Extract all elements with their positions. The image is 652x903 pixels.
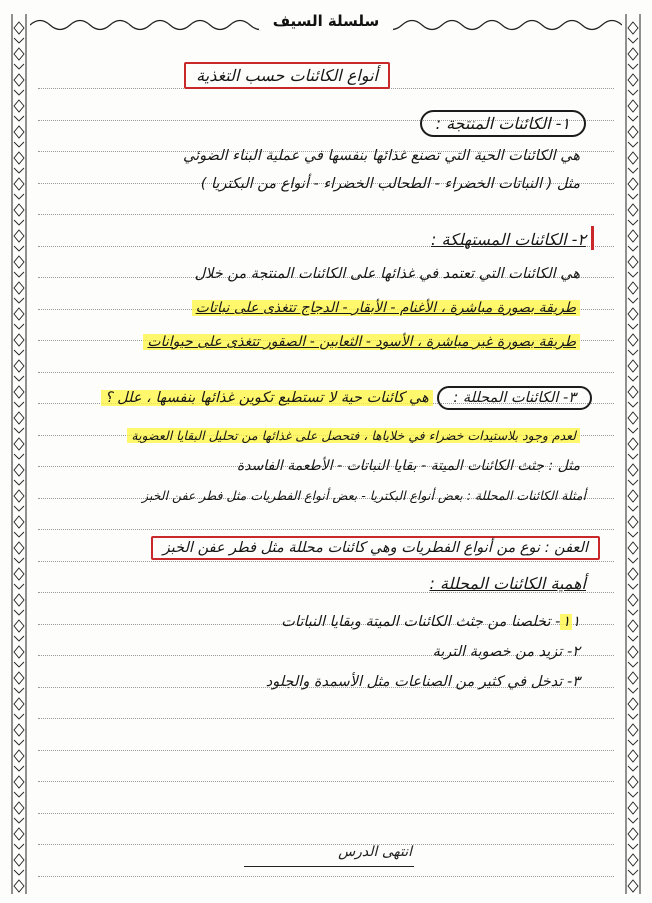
border-chevron (628, 64, 638, 69)
border-chevron (14, 168, 24, 173)
signature-underline (244, 866, 414, 867)
ruled-line (38, 813, 614, 814)
border-diamond (14, 776, 24, 788)
border-chevron (14, 844, 24, 849)
border-diamond (628, 48, 638, 60)
border-diamond (14, 464, 24, 476)
border-diamond (14, 74, 24, 86)
decomposers-definition-line (101, 390, 592, 406)
consumers-heading: ٢- الكائنات المستهلكة : (430, 230, 586, 249)
border-chevron (14, 532, 24, 537)
border-diamond (628, 22, 638, 34)
border-diamond (14, 724, 24, 736)
border-diamond (14, 542, 24, 554)
border-chevron (628, 480, 638, 485)
border-chevron (628, 584, 638, 589)
border-diamond (628, 464, 638, 476)
border-diamond (14, 152, 24, 164)
border-chevron (628, 714, 638, 719)
border-chevron (628, 532, 638, 537)
border-diamond (14, 620, 24, 632)
border-chevron (14, 714, 24, 719)
border-diamond (14, 100, 24, 112)
border-chevron (628, 298, 638, 303)
ruled-line (38, 718, 614, 719)
border-chevron (628, 246, 638, 251)
border-chevron (14, 506, 24, 511)
border-diamond (628, 750, 638, 762)
border-diamond (14, 568, 24, 580)
series-header (0, 12, 652, 30)
border-diamond (14, 672, 24, 684)
border-chevron (14, 116, 24, 121)
producers-definition: هي الكائنات الحية التي تصنع غذائها بنفسها في عملية البناء الضوئي (183, 148, 580, 164)
border-diamond (14, 360, 24, 372)
border-diamond (628, 360, 638, 372)
border-diamond (628, 490, 638, 502)
border-diamond (628, 724, 638, 736)
border-chevron (14, 584, 24, 589)
series-title: سلسلة السيف (259, 12, 394, 30)
border-diamond (14, 594, 24, 606)
border-chevron (14, 428, 24, 433)
mold-definition (151, 540, 600, 556)
border-diamond (628, 854, 638, 866)
border-chevron (14, 610, 24, 615)
border-diamond (14, 698, 24, 710)
ruled-line (38, 844, 614, 845)
ruled-line (38, 750, 614, 751)
border-diamond (628, 178, 638, 190)
border-chevron (628, 766, 638, 771)
ruled-line (38, 781, 614, 782)
border-chevron (14, 246, 24, 251)
ruled-line (38, 214, 614, 215)
border-diamond (14, 412, 24, 424)
border-diamond (14, 750, 24, 762)
border-diamond (628, 126, 638, 138)
border-diamond (628, 100, 638, 112)
border-diamond (628, 74, 638, 86)
border-chevron (628, 506, 638, 511)
border-diamond (14, 256, 24, 268)
decomposers-definition: هي كائنات حية لا تستطيع تكوين غذائها بنفسها ، علل ؟ (101, 390, 433, 406)
border-diamond (14, 828, 24, 840)
ruled-line (38, 876, 614, 877)
border-diamond (628, 672, 638, 684)
border-diamond (628, 542, 638, 554)
decomposers-example: مثل : جثث الكائنات الميتة - بقايا النباتات - الأطعمة الفاسدة (236, 458, 580, 474)
consumers-direct: طريقة بصورة مباشرة ، الأغنام - الأبقار - الدجاج تتغذى على نباتات (192, 300, 580, 316)
border-diamond (14, 646, 24, 658)
border-diamond (628, 880, 638, 892)
border-chevron (628, 818, 638, 823)
border-diamond (628, 438, 638, 450)
border-diamond (14, 22, 24, 34)
border-chevron (628, 116, 638, 121)
border-chevron (14, 818, 24, 823)
border-diamond (628, 282, 638, 294)
border-chevron (14, 324, 24, 329)
border-chevron (14, 298, 24, 303)
border-chevron (14, 90, 24, 95)
border-chevron (14, 64, 24, 69)
border-chevron (14, 792, 24, 797)
border-diamond (14, 308, 24, 320)
border-chevron (14, 350, 24, 355)
left-decorative-border (8, 14, 30, 894)
border-diamond (14, 386, 24, 398)
border-chevron (628, 740, 638, 745)
border-chevron (14, 688, 24, 693)
border-diamond (628, 230, 638, 242)
border-chevron (14, 454, 24, 459)
border-diamond (14, 490, 24, 502)
border-diamond (14, 230, 24, 242)
border-chevron (628, 38, 638, 43)
border-chevron (628, 142, 638, 147)
border-diamond (14, 178, 24, 190)
border-chevron (14, 272, 24, 277)
border-chevron (628, 324, 638, 329)
border-diamond (628, 516, 638, 528)
border-diamond (628, 776, 638, 788)
border-chevron (14, 194, 24, 199)
border-chevron (628, 376, 638, 381)
border-chevron (628, 636, 638, 641)
border-chevron (14, 402, 24, 407)
border-diamond (628, 698, 638, 710)
border-chevron (628, 90, 638, 95)
producers-heading: ١- الكائنات المنتجة : (420, 114, 586, 133)
border-diamond (628, 620, 638, 632)
border-diamond (14, 204, 24, 216)
consumers-definition: هي الكائنات التي تعتمد في غذائها على الكائنات المنتجة من خلال (194, 266, 580, 282)
border-diamond (628, 412, 638, 424)
border-chevron (14, 220, 24, 225)
border-diamond (628, 568, 638, 580)
border-chevron (14, 38, 24, 43)
border-chevron (14, 766, 24, 771)
border-diamond (14, 126, 24, 138)
border-diamond (628, 256, 638, 268)
decomposers-reason: لعدم وجود بلاستيدات خضراء في خلاياها ، فتحصل على غذائها من تحليل البقايا العضوية (127, 428, 580, 443)
border-chevron (14, 480, 24, 485)
border-chevron (14, 870, 24, 875)
border-diamond (628, 204, 638, 216)
border-chevron (628, 662, 638, 667)
border-chevron (628, 688, 638, 693)
right-decorative-border (622, 14, 644, 894)
border-diamond (628, 152, 638, 164)
border-diamond (628, 646, 638, 658)
border-diamond (628, 802, 638, 814)
border-chevron (14, 662, 24, 667)
mold-label: العفن : (544, 540, 588, 556)
border-chevron (628, 168, 638, 173)
border-chevron (628, 610, 638, 615)
closing-signature: انتهى الدرس (338, 844, 412, 860)
border-chevron (14, 558, 24, 563)
border-diamond (628, 386, 638, 398)
border-chevron (628, 454, 638, 459)
importance-item-3: ٣- تدخل في كثير من الصناعات مثل الأسمدة والجلود (265, 674, 580, 690)
producers-examples: مثل ( النباتات الخضراء - الطحالب الخضراء - أنواع من البكتريا ) (200, 176, 580, 192)
border-chevron (628, 350, 638, 355)
border-diamond (14, 516, 24, 528)
border-chevron (628, 194, 638, 199)
border-diamond (14, 334, 24, 346)
border-chevron (628, 428, 638, 433)
border-diamond (14, 880, 24, 892)
border-chevron (628, 792, 638, 797)
border-chevron (14, 636, 24, 641)
ruled-line (38, 372, 614, 373)
border-chevron (14, 740, 24, 745)
border-chevron (628, 402, 638, 407)
ruled-line (38, 529, 614, 530)
border-chevron (628, 220, 638, 225)
border-diamond (14, 802, 24, 814)
border-diamond (14, 438, 24, 450)
border-chevron (628, 272, 638, 277)
border-chevron (628, 844, 638, 849)
border-diamond (14, 48, 24, 60)
consumers-indirect: طريقة بصورة غير مباشرة ، الأسود - الثعابين - الصقور تتغذى على حيوانات (143, 334, 580, 350)
border-diamond (628, 828, 638, 840)
border-diamond (628, 594, 638, 606)
border-chevron (628, 870, 638, 875)
ruled-line (38, 561, 614, 562)
importance-item-2: ٢- تزيد من خصوبة التربة (432, 644, 580, 660)
mold-text: نوع من أنواع الفطريات وهي كائنات محللة مثل فطر عفن الخبز (162, 540, 541, 556)
section-title: أنواع الكائنات حسب التغذية (184, 66, 390, 85)
border-diamond (628, 308, 638, 320)
decomposers-heading: ٣- الكائنات المحللة : (437, 386, 592, 410)
consumers-heading-bar (591, 226, 594, 250)
border-diamond (14, 854, 24, 866)
importance-heading: أهمية الكائنات المحللة : (429, 574, 586, 593)
border-diamond (628, 334, 638, 346)
importance-item-1: ١١- تخلصنا من جثث الكائنات الميتة وبقايا النباتات (281, 614, 580, 630)
border-chevron (14, 142, 24, 147)
border-diamond (14, 282, 24, 294)
border-chevron (14, 376, 24, 381)
decomposers-types: أمثلة الكائنات المحللة : بعض أنواع البكتريا - بعض أنواع الفطريات مثل فطر عفن الخبز (142, 488, 586, 503)
border-chevron (628, 558, 638, 563)
